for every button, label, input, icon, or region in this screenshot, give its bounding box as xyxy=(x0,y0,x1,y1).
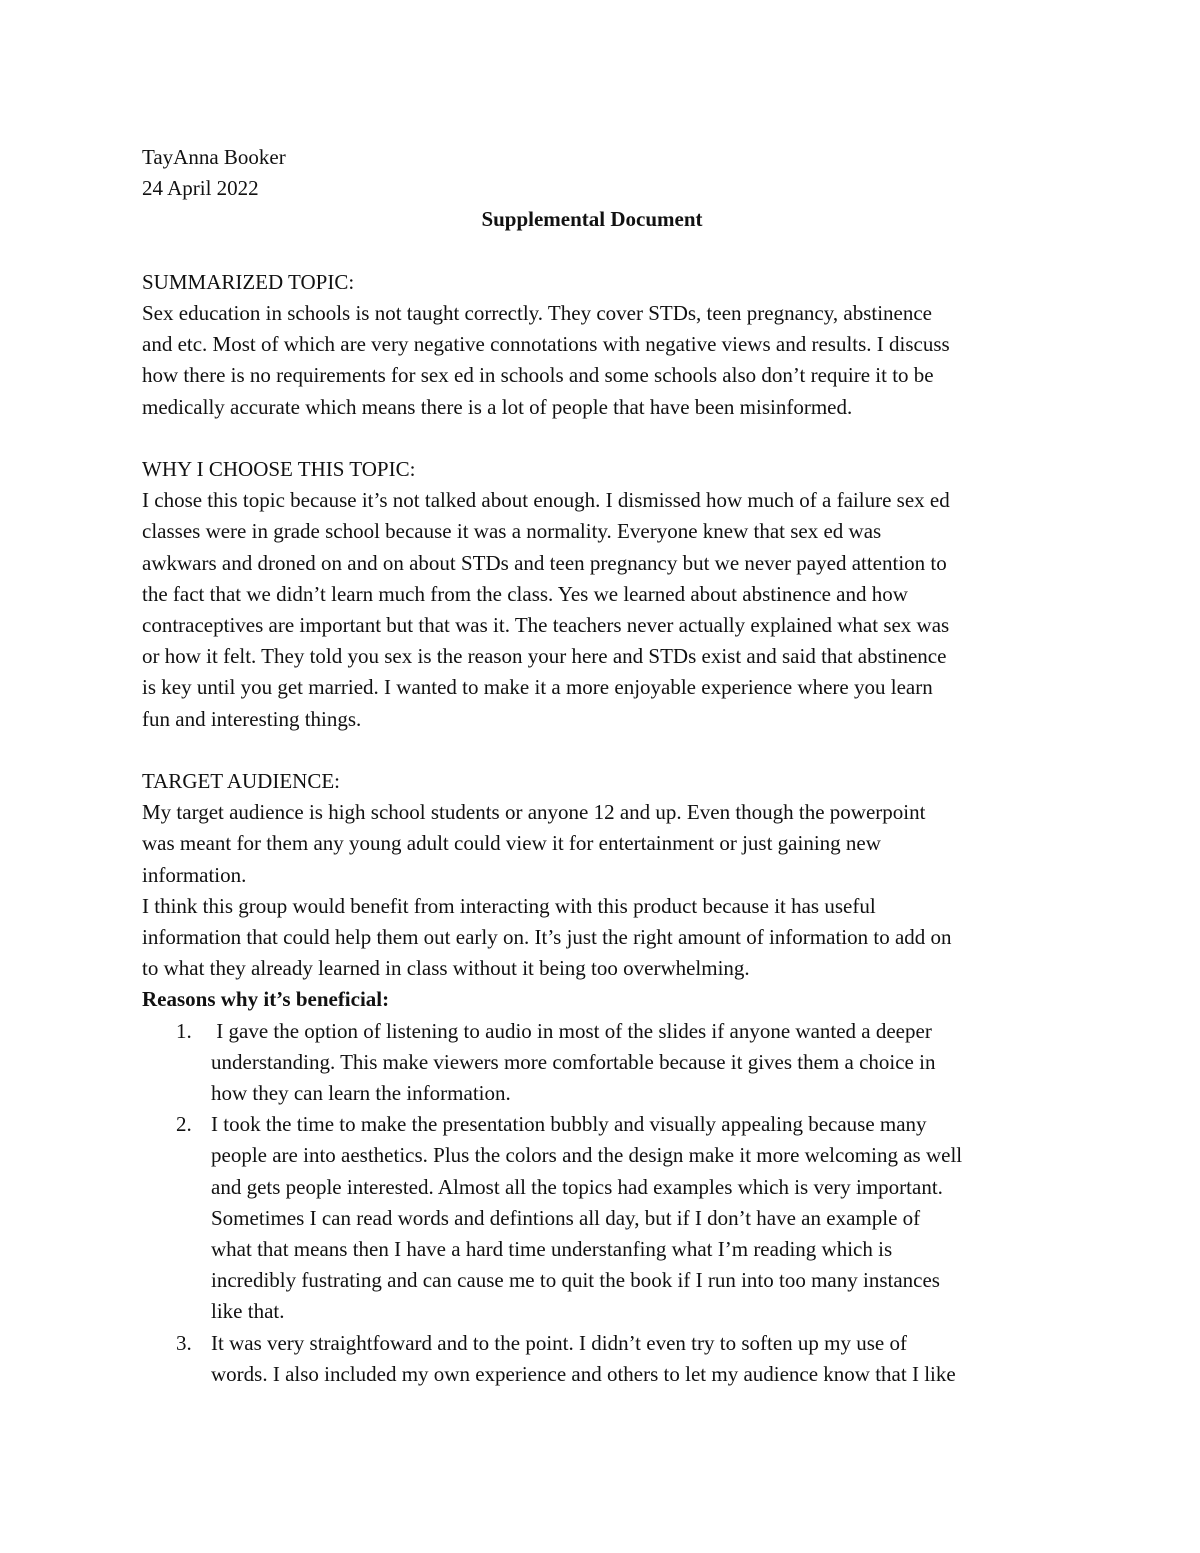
list-item xyxy=(142,1328,1062,1390)
list-item xyxy=(142,1016,1062,1110)
list-item-line: Sometimes I can read words and defintions all day, but if I don’t have an example of xyxy=(211,1205,921,1230)
section-heading: TARGET AUDIENCE: xyxy=(142,769,341,794)
list-item-line: It was very straightfoward and to the point. I didn’t even try to soften up my use of xyxy=(211,1330,907,1355)
list-item-line: I took the time to make the presentation bubbly and visually appealing because many xyxy=(211,1112,927,1137)
spacer xyxy=(142,735,1062,766)
reasons-heading: Reasons why it’s beneficial: xyxy=(142,987,390,1012)
list-item-line: people are into aesthetics. Plus the colors and the design make it more welcoming as well xyxy=(211,1143,963,1168)
paragraph-line: medically accurate which means there is a lot of people that have been misinformed. xyxy=(142,394,853,419)
paragraph-line: awkwars and droned on and on about STDs and teen pregnancy but we never payed attention to xyxy=(142,550,947,575)
paragraph-line: and etc. Most of which are very negative connotations with negative views and results. I discuss xyxy=(142,332,950,357)
section-reasons xyxy=(142,984,1062,1390)
list-item-line: I gave the option of listening to audio in most of the slides if anyone wanted a deeper xyxy=(211,1018,932,1043)
paragraph-line: I think this group would benefit from interacting with this product because it has useful xyxy=(142,893,876,918)
spacer xyxy=(142,423,1062,454)
list-item-line: like that. xyxy=(211,1299,285,1324)
section-heading: WHY I CHOOSE THIS TOPIC: xyxy=(142,457,416,481)
paragraph-line: or how it felt. They told you sex is the reason your here and STDs exist and said that abstinence xyxy=(142,644,947,669)
list-item xyxy=(142,1109,1062,1327)
list-number: 1. xyxy=(176,1018,192,1043)
paragraph-line: how there is no requirements for sex ed in schools and some schools also don’t require it to be xyxy=(142,363,934,388)
paragraph-line: was meant for them any young adult could view it for entertainment or just gaining new xyxy=(142,831,881,856)
paragraph-line: classes were in grade school because it was a normality. Everyone knew that sex ed was xyxy=(142,519,882,544)
list-number: 2. xyxy=(176,1112,192,1137)
list-item-line: words. I also included my own experience and others to let my audience know that I like xyxy=(211,1361,956,1386)
paragraph-line: information that could help them out early on. It’s just the right amount of information to add on xyxy=(142,925,952,950)
paragraph-line: information. xyxy=(142,862,247,887)
section-target-audience xyxy=(142,766,1062,984)
paragraph-line: fun and interesting things. xyxy=(142,706,362,731)
list-number: 3. xyxy=(176,1330,192,1355)
reasons-list xyxy=(142,1016,1062,1390)
section-heading: SUMMARIZED TOPIC: xyxy=(142,269,355,294)
author-name: TayAnna Booker xyxy=(142,145,286,169)
paragraph-line: My target audience is high school students or anyone 12 and up. Even though the powerpoint xyxy=(142,800,926,825)
paragraph-line: to what they already learned in class without it being too overwhelming. xyxy=(142,956,750,981)
paragraph-line: I chose this topic because it’s not talked about enough. I dismissed how much of a failure sex ed xyxy=(142,488,950,513)
paragraph-line: contraceptives are important but that was it. The teachers never actually explained what sex was xyxy=(142,613,950,638)
paragraph-line: Sex education in schools is not taught correctly. They cover STDs, teen pregnancy, abstinence xyxy=(142,301,932,325)
section-summarized-topic xyxy=(142,267,1062,423)
document-title: Supplemental Document xyxy=(481,207,703,232)
document-date: 24 April 2022 xyxy=(142,176,259,201)
list-item-line: incredibly fustrating and can cause me to quit the book if I run into too many instances xyxy=(211,1268,940,1293)
list-item-line: how they can learn the information. xyxy=(211,1081,511,1106)
paragraph-line: the fact that we didn’t learn much from the class. Yes we learned about abstinence and how xyxy=(142,581,908,606)
paragraph-line: is key until you get married. I wanted to make it a more enjoyable experience where you learn xyxy=(142,675,933,700)
list-item-line: understanding. This make viewers more comfortable because it gives them a choice in xyxy=(211,1049,936,1074)
section-why-topic xyxy=(142,454,1062,735)
spacer xyxy=(142,236,1062,267)
list-item-line: what that means then I have a hard time understanfing what I’m reading which is xyxy=(211,1237,893,1262)
document-body xyxy=(142,142,1062,1390)
list-item-line: and gets people interested. Almost all the topics had examples which is very important. xyxy=(211,1174,943,1199)
